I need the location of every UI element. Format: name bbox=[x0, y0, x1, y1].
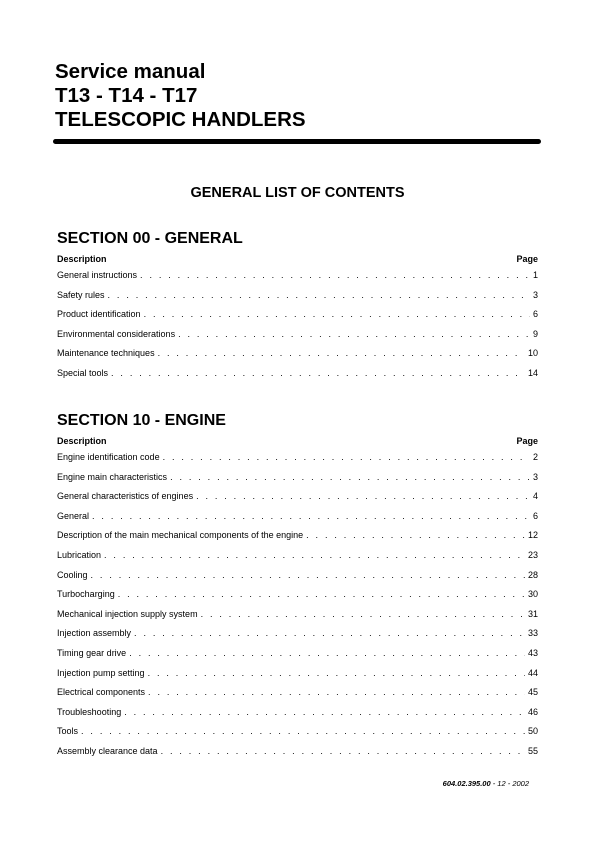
toc-entry-label: Special tools bbox=[57, 367, 109, 378]
dot-leader bbox=[170, 472, 530, 482]
dot-leader bbox=[163, 452, 530, 462]
dot-leader bbox=[148, 668, 525, 678]
toc-entry bbox=[57, 452, 538, 472]
toc-entry-page: 14 bbox=[527, 367, 538, 378]
section-title: SECTION 10 - ENGINE bbox=[57, 412, 226, 429]
toc-entry bbox=[57, 687, 538, 707]
toc-entry-page: 44 bbox=[527, 667, 538, 678]
dot-leader bbox=[91, 570, 525, 580]
dot-leader bbox=[92, 511, 530, 521]
toc-entry bbox=[57, 628, 538, 648]
header-divider bbox=[53, 139, 541, 144]
toc-entry bbox=[57, 726, 538, 746]
toc-entry-label: Description of the main mechanical components of the engine bbox=[57, 530, 304, 541]
toc-entry-label: General instructions bbox=[57, 270, 138, 280]
toc-entry-label: Injection pump setting bbox=[57, 667, 145, 678]
document-footer bbox=[443, 779, 529, 788]
dot-leader bbox=[118, 589, 525, 599]
dot-leader bbox=[104, 550, 525, 560]
toc-entry-label: Maintenance techniques bbox=[57, 348, 155, 359]
toc-entry-page: 55 bbox=[527, 745, 538, 756]
toc-entry-page: 9 bbox=[532, 328, 538, 339]
dot-leader bbox=[134, 628, 525, 638]
column-page: Page bbox=[516, 436, 538, 446]
toc-entry bbox=[57, 368, 538, 388]
dot-leader bbox=[196, 491, 530, 501]
toc-entry bbox=[57, 309, 538, 329]
toc-entry bbox=[57, 707, 538, 727]
dot-leader bbox=[108, 290, 530, 300]
toc-entry bbox=[57, 668, 538, 688]
section-00 bbox=[57, 230, 538, 388]
dot-leader bbox=[81, 726, 525, 736]
toc-entry-page: 1 bbox=[532, 270, 538, 280]
toc-entry-label: Safety rules bbox=[57, 289, 105, 300]
toc-entry-label: Environmental considerations bbox=[57, 328, 176, 339]
toc-entry-label: Timing gear drive bbox=[57, 647, 127, 658]
toc-entry-page: 3 bbox=[532, 289, 538, 300]
toc-entry bbox=[57, 491, 538, 511]
header-models: T13 - T14 - T17 bbox=[55, 84, 198, 107]
column-headers bbox=[57, 436, 538, 452]
toc-entry-page: 30 bbox=[527, 589, 538, 600]
toc-entry bbox=[57, 609, 538, 629]
toc-entry bbox=[57, 746, 538, 766]
toc-entry-page: 12 bbox=[527, 530, 538, 541]
header-product: TELESCOPIC HANDLERS bbox=[55, 108, 306, 131]
toc-entry bbox=[57, 348, 538, 368]
toc-entry-label: Mechanical injection supply system bbox=[57, 608, 198, 619]
toc-entry bbox=[57, 472, 538, 492]
toc-entry-page: 3 bbox=[532, 471, 538, 482]
toc-entry-page: 4 bbox=[532, 491, 538, 502]
dot-leader bbox=[111, 368, 525, 378]
toc-entry-page: 6 bbox=[532, 510, 538, 521]
toc-entry-label: Cooling bbox=[57, 569, 88, 580]
toc-entry-label: Injection assembly bbox=[57, 628, 132, 639]
toc-entry-page: 50 bbox=[527, 726, 538, 737]
toc-entry bbox=[57, 550, 538, 570]
toc-entry bbox=[57, 530, 538, 550]
manual-header bbox=[55, 60, 306, 132]
toc-entry-page: 10 bbox=[527, 348, 538, 359]
toc-entry-label: Tools bbox=[57, 726, 79, 737]
toc-entry-page: 31 bbox=[527, 608, 538, 619]
dot-leader bbox=[124, 707, 525, 717]
dot-leader bbox=[201, 609, 525, 619]
document-code: 604.02.395.00 bbox=[442, 779, 491, 788]
section-title: SECTION 00 - GENERAL bbox=[57, 230, 243, 247]
toc-entry-page: 28 bbox=[527, 569, 538, 580]
dot-leader bbox=[144, 309, 530, 319]
toc-entry bbox=[57, 270, 538, 290]
toc-list bbox=[57, 270, 538, 388]
toc-entry bbox=[57, 589, 538, 609]
toc-entry-label: Engine identification code bbox=[57, 452, 160, 462]
column-description: Description bbox=[57, 254, 107, 264]
dot-leader bbox=[158, 348, 525, 358]
dot-leader bbox=[178, 329, 530, 339]
toc-entry bbox=[57, 570, 538, 590]
toc-entry-label: Lubrication bbox=[57, 549, 102, 560]
toc-entry-page: 2 bbox=[532, 452, 538, 462]
toc-entry bbox=[57, 329, 538, 349]
toc-entry bbox=[57, 648, 538, 668]
dot-leader bbox=[129, 648, 525, 658]
toc-entry-label: Turbocharging bbox=[57, 589, 115, 600]
dot-leader bbox=[148, 687, 525, 697]
dot-leader bbox=[140, 270, 530, 280]
section-10 bbox=[57, 412, 538, 766]
toc-entry-label: Troubleshooting bbox=[57, 706, 122, 717]
dot-leader bbox=[161, 746, 525, 756]
column-description: Description bbox=[57, 436, 107, 446]
toc-entry-page: 43 bbox=[527, 647, 538, 658]
dot-leader bbox=[306, 530, 525, 540]
toc-entry bbox=[57, 511, 538, 531]
toc-entry-label: General bbox=[57, 510, 90, 521]
toc-entry-label: General characteristics of engines bbox=[57, 491, 194, 502]
toc-entry-page: 45 bbox=[527, 687, 538, 698]
toc-entry-page: 33 bbox=[527, 628, 538, 639]
toc-entry-page: 23 bbox=[527, 549, 538, 560]
toc-entry-label: Assembly clearance data bbox=[57, 745, 158, 756]
toc-entry-page: 46 bbox=[527, 706, 538, 717]
toc-entry-label: Engine main characteristics bbox=[57, 471, 168, 482]
toc-entry-label: Product identification bbox=[57, 309, 141, 320]
page-title: GENERAL LIST OF CONTENTS bbox=[190, 185, 405, 201]
column-page: Page bbox=[516, 254, 538, 264]
header-title: Service manual bbox=[55, 60, 206, 83]
toc-list bbox=[57, 452, 538, 766]
column-headers bbox=[57, 254, 538, 270]
document-date: - 12 - 2002 bbox=[490, 779, 529, 788]
toc-entry-label: Electrical components bbox=[57, 687, 146, 698]
toc-entry bbox=[57, 290, 538, 310]
toc-entry-page: 6 bbox=[532, 309, 538, 320]
